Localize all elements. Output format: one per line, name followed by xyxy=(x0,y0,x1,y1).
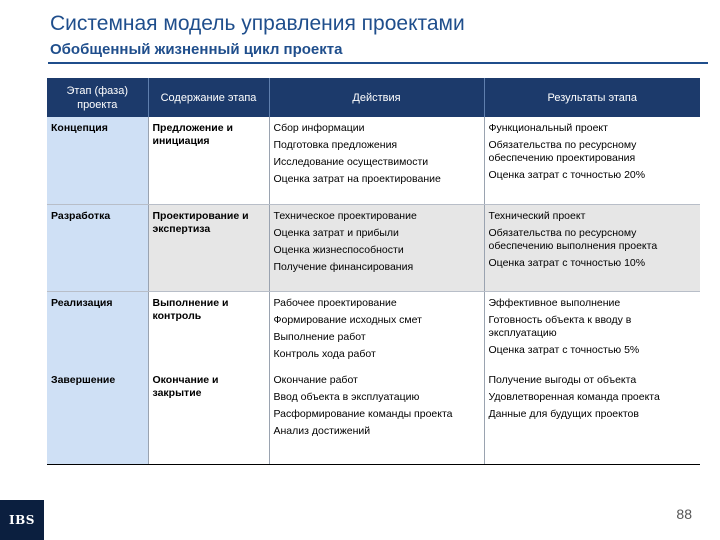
phase-cell: Реализация xyxy=(47,291,148,369)
page-title: Системная модель управления проектами xyxy=(50,12,465,35)
content-cell: Проектирование и экспертиза xyxy=(148,204,269,291)
title-divider xyxy=(48,62,708,64)
header-content: Содержание этапа xyxy=(148,78,269,117)
result-item: Эффективное выполнение xyxy=(488,296,621,309)
page-number: 88 xyxy=(676,506,692,522)
action-item: Исследование осуществимости xyxy=(273,156,429,168)
page-subtitle: Обобщенный жизненный цикл проекта xyxy=(50,41,343,58)
action-item: Оценка затрат и прибыли xyxy=(273,226,399,239)
header-actions: Действия xyxy=(269,78,484,117)
results-cell xyxy=(484,117,700,204)
ibs-logo: IBS xyxy=(0,500,44,540)
result-item: Получение выгоды от объекта xyxy=(488,374,637,386)
content-cell: Предложение и инициация xyxy=(148,117,269,204)
actions-cell xyxy=(269,117,484,204)
action-item: Техническое проектирование xyxy=(273,209,417,222)
header-results: Результаты этапа xyxy=(484,78,700,117)
content-cell: Выполнение и контроль xyxy=(148,291,269,369)
table-row xyxy=(47,369,700,464)
action-item: Выполнение работ xyxy=(273,330,366,343)
results-cell xyxy=(484,204,700,291)
action-item: Подготовка предложения xyxy=(273,139,398,151)
header-phase: Этап (фаза) проекта xyxy=(47,78,148,117)
action-item: Рабочее проектирование xyxy=(273,296,397,309)
phase-cell: Разработка xyxy=(47,204,148,291)
result-item: Готовность объекта к вводу в эксплуатацию xyxy=(488,313,632,339)
actions-cell xyxy=(269,204,484,291)
action-item: Контроль хода работ xyxy=(273,347,376,360)
action-item: Получение финансирования xyxy=(273,260,414,273)
lifecycle-table xyxy=(47,78,700,465)
results-cell xyxy=(484,369,700,464)
actions-cell xyxy=(269,369,484,464)
result-item: Оценка затрат с точностью 5% xyxy=(488,343,640,356)
result-item: Удовлетворенная команда проекта xyxy=(488,391,660,403)
action-item: Окончание работ xyxy=(273,374,358,386)
content-cell: Окончание и закрытие xyxy=(148,369,269,464)
result-item: Обязательства по ресурсному обеспечению выполнения проекта xyxy=(488,226,658,252)
action-item: Формирование исходных смет xyxy=(273,313,422,326)
action-item: Анализ достижений xyxy=(273,425,371,437)
result-item: Данные для будущих проектов xyxy=(488,408,639,420)
action-item: Сбор информации xyxy=(273,122,365,134)
action-item: Оценка жизнеспособности xyxy=(273,243,404,256)
result-item: Функциональный проект xyxy=(488,122,608,134)
actions-cell xyxy=(269,291,484,369)
phase-cell: Завершение xyxy=(47,369,148,464)
action-item: Ввод объекта в эксплуатацию xyxy=(273,391,420,403)
action-item: Расформирование команды проекта xyxy=(273,408,453,420)
result-item: Технический проект xyxy=(488,209,586,222)
table-header-row xyxy=(47,78,700,117)
table-row xyxy=(47,204,700,291)
results-cell xyxy=(484,291,700,369)
result-item: Оценка затрат с точностью 10% xyxy=(488,256,646,269)
phase-cell: Концепция xyxy=(47,117,148,204)
table-row xyxy=(47,291,700,369)
result-item: Обязательства по ресурсному обеспечению проектирования xyxy=(488,139,637,164)
action-item: Оценка затрат на проектирование xyxy=(273,173,441,185)
result-item: Оценка затрат с точностью 20% xyxy=(488,169,646,181)
table-row xyxy=(47,117,700,204)
